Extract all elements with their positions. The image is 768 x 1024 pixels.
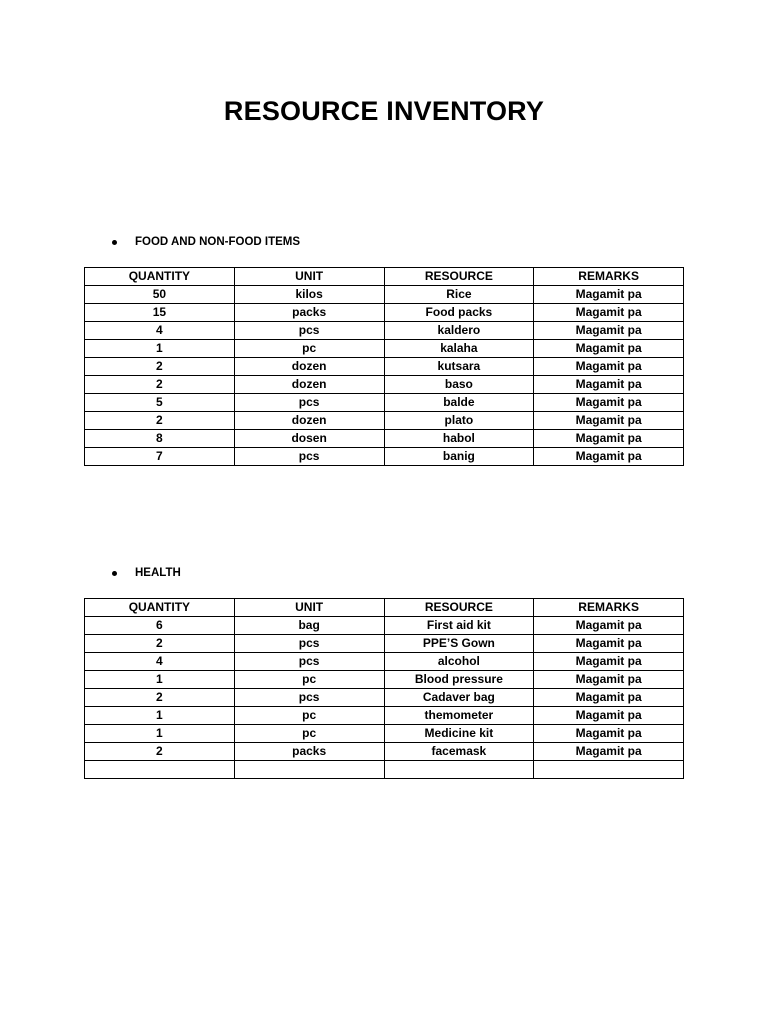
remarks-cell: Magamit pa xyxy=(534,376,684,394)
unit-cell: dozen xyxy=(234,358,384,376)
page-title: RESOURCE INVENTORY xyxy=(223,96,545,126)
resource-cell: baso xyxy=(384,376,534,394)
table-row xyxy=(85,286,684,304)
column-header-unit: UNIT xyxy=(234,599,384,617)
resource-cell: habol xyxy=(384,430,534,448)
table-row xyxy=(85,761,684,779)
remarks-cell: Magamit pa xyxy=(534,707,684,725)
remarks-cell: Magamit pa xyxy=(534,412,684,430)
section-heading-label: FOOD AND NON-FOOD ITEMS xyxy=(135,236,301,248)
column-header-quantity: QUANTITY xyxy=(85,268,235,286)
quantity-cell: 2 xyxy=(85,689,235,707)
table-row xyxy=(85,322,684,340)
unit-cell: kilos xyxy=(234,286,384,304)
resource-cell: Cadaver bag xyxy=(384,689,534,707)
quantity-cell: 6 xyxy=(85,617,235,635)
unit-cell: bag xyxy=(234,617,384,635)
quantity-cell: 8 xyxy=(85,430,235,448)
table-row xyxy=(85,430,684,448)
table-row xyxy=(85,617,684,635)
remarks-cell: Magamit pa xyxy=(534,322,684,340)
remarks-cell xyxy=(534,761,684,779)
quantity-cell: 2 xyxy=(85,376,235,394)
remarks-cell: Magamit pa xyxy=(534,671,684,689)
quantity-cell: 4 xyxy=(85,322,235,340)
resource-cell: First aid kit xyxy=(384,617,534,635)
unit-cell xyxy=(234,761,384,779)
remarks-cell: Magamit pa xyxy=(534,448,684,466)
quantity-cell: 1 xyxy=(85,671,235,689)
remarks-cell: Magamit pa xyxy=(534,617,684,635)
unit-cell: pcs xyxy=(234,394,384,412)
unit-cell: pc xyxy=(234,707,384,725)
resource-cell: themometer xyxy=(384,707,534,725)
resource-cell: facemask xyxy=(384,743,534,761)
column-header-resource: RESOURCE xyxy=(384,268,534,286)
column-header-quantity: QUANTITY xyxy=(85,599,235,617)
quantity-cell: 2 xyxy=(85,358,235,376)
quantity-cell: 2 xyxy=(85,412,235,430)
table-row xyxy=(85,725,684,743)
unit-cell: pc xyxy=(234,340,384,358)
section-heading-label: HEALTH xyxy=(135,567,181,579)
table-row xyxy=(85,358,684,376)
table-row xyxy=(85,412,684,430)
remarks-cell: Magamit pa xyxy=(534,340,684,358)
unit-cell: dozen xyxy=(234,376,384,394)
remarks-cell: Magamit pa xyxy=(534,358,684,376)
table-row xyxy=(85,653,684,671)
table-row xyxy=(85,376,684,394)
food-inventory-table xyxy=(84,267,684,466)
resource-cell: plato xyxy=(384,412,534,430)
unit-cell: dosen xyxy=(234,430,384,448)
resource-cell: Food packs xyxy=(384,304,534,322)
remarks-cell: Magamit pa xyxy=(534,635,684,653)
quantity-cell: 2 xyxy=(85,635,235,653)
resource-cell: kaldero xyxy=(384,322,534,340)
column-header-resource: RESOURCE xyxy=(384,599,534,617)
quantity-cell: 5 xyxy=(85,394,235,412)
table-row xyxy=(85,304,684,322)
resource-cell: Blood pressure xyxy=(384,671,534,689)
section-heading-health xyxy=(112,567,181,579)
quantity-cell xyxy=(85,761,235,779)
quantity-cell: 50 xyxy=(85,286,235,304)
resource-cell: Medicine kit xyxy=(384,725,534,743)
resource-cell: balde xyxy=(384,394,534,412)
unit-cell: pc xyxy=(234,671,384,689)
unit-cell: dozen xyxy=(234,412,384,430)
quantity-cell: 1 xyxy=(85,707,235,725)
quantity-cell: 2 xyxy=(85,743,235,761)
resource-cell: Rice xyxy=(384,286,534,304)
unit-cell: pcs xyxy=(234,635,384,653)
table-row xyxy=(85,394,684,412)
column-header-remarks: REMARKS xyxy=(534,599,684,617)
remarks-cell: Magamit pa xyxy=(534,430,684,448)
remarks-cell: Magamit pa xyxy=(534,743,684,761)
unit-cell: pcs xyxy=(234,653,384,671)
table-header-row xyxy=(85,599,684,617)
unit-cell: pcs xyxy=(234,448,384,466)
table-header-row xyxy=(85,268,684,286)
unit-cell: pcs xyxy=(234,322,384,340)
quantity-cell: 15 xyxy=(85,304,235,322)
quantity-cell: 4 xyxy=(85,653,235,671)
unit-cell: pcs xyxy=(234,689,384,707)
unit-cell: packs xyxy=(234,743,384,761)
remarks-cell: Magamit pa xyxy=(534,725,684,743)
remarks-cell: Magamit pa xyxy=(534,286,684,304)
bullet-icon xyxy=(112,240,117,245)
column-header-remarks: REMARKS xyxy=(534,268,684,286)
resource-cell: PPE’S Gown xyxy=(384,635,534,653)
bullet-icon xyxy=(112,571,117,576)
quantity-cell: 1 xyxy=(85,340,235,358)
table-row xyxy=(85,671,684,689)
table-row xyxy=(85,707,684,725)
table-row xyxy=(85,448,684,466)
remarks-cell: Magamit pa xyxy=(534,689,684,707)
health-inventory-table xyxy=(84,598,684,779)
remarks-cell: Magamit pa xyxy=(534,304,684,322)
column-header-unit: UNIT xyxy=(234,268,384,286)
remarks-cell: Magamit pa xyxy=(534,653,684,671)
resource-cell: banig xyxy=(384,448,534,466)
table-row xyxy=(85,340,684,358)
section-heading-food xyxy=(112,236,300,248)
resource-cell: kalaha xyxy=(384,340,534,358)
table-row xyxy=(85,743,684,761)
unit-cell: pc xyxy=(234,725,384,743)
unit-cell: packs xyxy=(234,304,384,322)
quantity-cell: 1 xyxy=(85,725,235,743)
remarks-cell: Magamit pa xyxy=(534,394,684,412)
resource-cell xyxy=(384,761,534,779)
table-row xyxy=(85,635,684,653)
resource-cell: alcohol xyxy=(384,653,534,671)
table-row xyxy=(85,689,684,707)
quantity-cell: 7 xyxy=(85,448,235,466)
resource-cell: kutsara xyxy=(384,358,534,376)
